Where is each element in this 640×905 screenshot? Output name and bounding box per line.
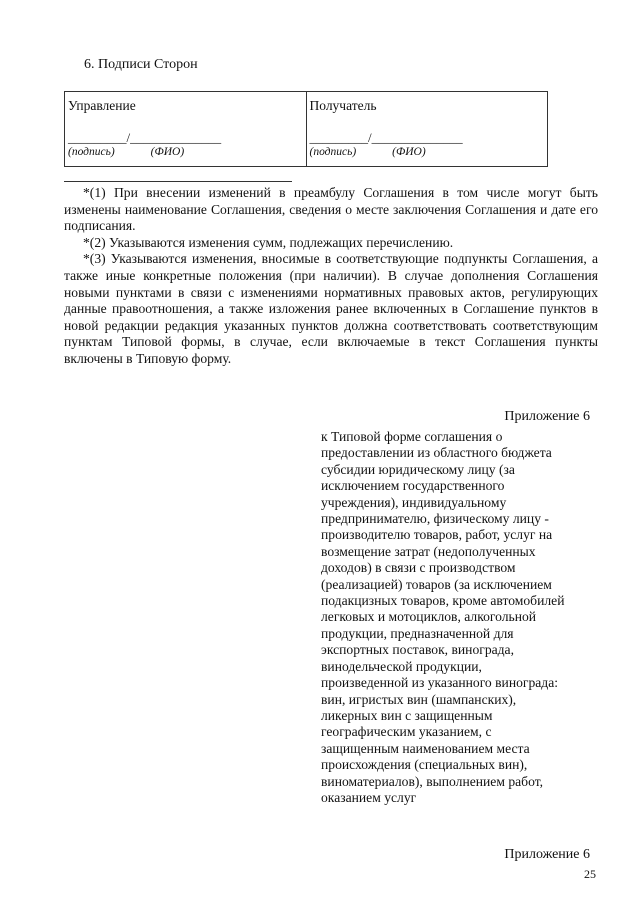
signature-cell-right — [306, 92, 548, 167]
signature-table — [64, 91, 548, 167]
sign-label-right: (подпись) — [309, 146, 357, 158]
signature-labels-left — [68, 146, 303, 158]
appendix-line: экспортных поставок, винограда, — [321, 642, 514, 658]
appendix-line: предпринимателю, физическому лицу - — [321, 511, 549, 527]
appendix-footer-heading: Приложение 6 — [504, 847, 590, 862]
appendix-line: продукции, предназначенной для — [321, 625, 514, 641]
name-label-right: (ФИО) — [392, 146, 426, 158]
appendix-line: оказанием услуг — [321, 789, 417, 805]
footnote-2: *(2) Указываются изменения сумм, подлежащих перечислению. — [83, 234, 454, 250]
appendix-line: доходов) в связи с производством — [321, 560, 516, 576]
appendix-line: учреждения), индивидуальному — [321, 494, 507, 510]
appendix-line: (реализацией) товаров (за исключением — [321, 576, 552, 592]
appendix-line: производителю товаров, работ, услуг на — [321, 527, 553, 543]
footnotes — [64, 185, 598, 368]
sign-label-left: (подпись) — [68, 146, 115, 158]
appendix-line: вин, игристых вин (шампанских), — [321, 691, 517, 707]
appendix-line: винодельческой продукции, — [321, 658, 482, 674]
footnote-3: *(3) Указываются изменения, вносимые в соответствующие подпункты Соглашения, а также иные конкретные положения (при наличии). В случае дополнения Соглашения новыми пунктами в связи с изменениями нормативных правовых актов, регулирующих данные правоотношения, а также изложения ранее включенных в Соглашение пунктов в новой редакции редакция указанных пунктов должна соответствовать соответствующим пунктам Типовой формы, в случае, если включаемые в текст Соглашения пункты включены в Типовую форму. — [64, 251, 598, 366]
page-number: 25 — [584, 867, 596, 881]
appendix-description — [321, 429, 606, 806]
appendix-line: происхождения (специальных вин), — [321, 757, 528, 773]
appendix-line: исключением государственного — [321, 478, 505, 494]
footnote-separator — [64, 181, 292, 182]
signature-cell-left — [65, 92, 307, 167]
appendix-line: подакцизных товаров, кроме автомобилей — [321, 593, 565, 609]
appendix-line: географическим указанием, с — [321, 724, 492, 740]
signature-labels-right — [310, 146, 545, 158]
appendix-heading: Приложение 6 — [504, 409, 590, 424]
footnote-1: *(1) При внесении изменений в преамбулу Соглашения в том числе могут быть изменены наименование Соглашения, сведения о месте заключения Соглашения и дате его подписания. — [64, 185, 598, 234]
appendix-line: произведенной из указанного винограда: — [321, 675, 559, 691]
appendix-line: защищенным наименованием места — [321, 740, 530, 756]
section-title: 6. Подписи Сторон — [84, 57, 198, 72]
party-name-right: Получатель — [309, 98, 377, 113]
appendix-line: возмещение затрат (недополученных — [321, 543, 536, 559]
party-name-left: Управление — [68, 98, 136, 113]
appendix-line: легковых и мотоциклов, алкогольной — [321, 609, 537, 625]
appendix-line: субсидии юридическому лицу (за — [321, 461, 515, 477]
appendix-line: предоставлении из областного бюджета — [321, 445, 552, 461]
appendix-line: ликерных вин с защищенным — [321, 707, 493, 723]
appendix-line: виноматериалов), выполнением работ, — [321, 773, 544, 789]
name-label-left: (ФИО) — [150, 146, 185, 158]
appendix-line: к Типовой форме соглашения о — [321, 429, 503, 444]
signature-line-right: _________/______________ — [309, 130, 463, 145]
signature-line-left: _________/______________ — [68, 130, 222, 145]
